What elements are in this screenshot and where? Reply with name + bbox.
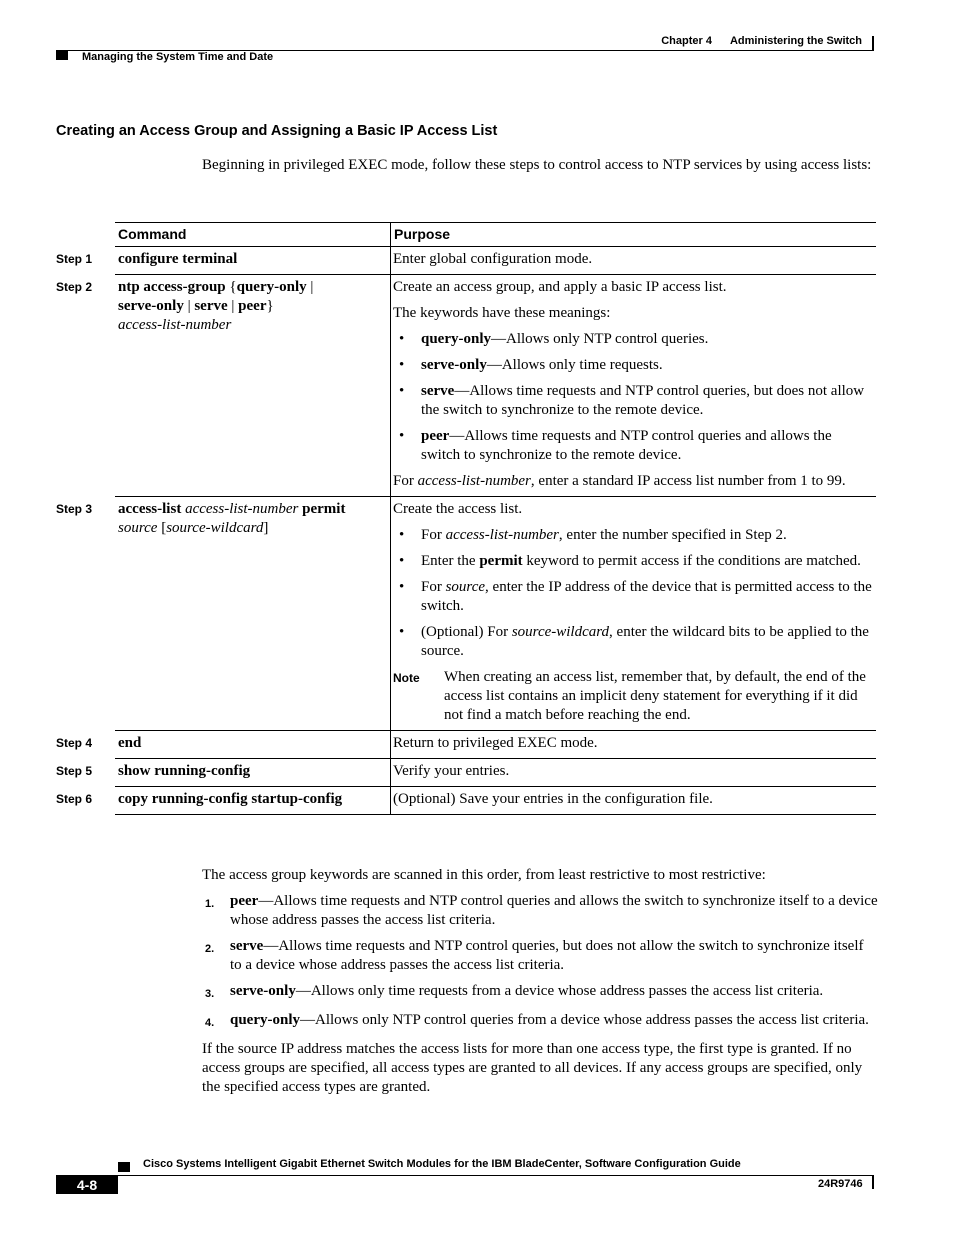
page-number: 4-8 (56, 1175, 118, 1194)
command-cell (115, 497, 391, 731)
purpose-cell: Verify your entries. (391, 759, 876, 787)
command-keyword: configure terminal (118, 251, 238, 267)
bullet-text: —Allows only NTP control queries. (491, 331, 709, 347)
running-header-right (661, 35, 862, 47)
separator: | (227, 298, 239, 314)
header-purpose: Purpose (394, 226, 451, 242)
bullet-item: • serve-only—Allows only time requests. (399, 357, 663, 373)
step-label: Step 2 (56, 280, 93, 294)
keyword: query-only (421, 331, 492, 347)
command-keyword: ntp access-group (118, 279, 226, 295)
table-row (56, 247, 876, 275)
command-cell (115, 247, 391, 275)
keyword: serve (421, 383, 455, 399)
table-row (56, 787, 876, 815)
purpose-cell: (Optional) Save your entries in the configuration file. (391, 787, 876, 815)
header-command: Command (115, 223, 391, 246)
command-keyword: serve-only (118, 298, 184, 314)
bullet-item: • (Optional) For source-wildcard, enter the wildcard bits to be applied to the source. (399, 624, 869, 659)
list-number: 1. (205, 898, 215, 910)
chapter-title: Administering the Switch (729, 35, 862, 47)
header-vertical-bar (872, 36, 874, 50)
note-label: Note (393, 671, 420, 685)
command-argument: access-list-number (185, 501, 299, 517)
purpose-cell: Enter global configuration mode. (391, 247, 876, 275)
step-label: Step 3 (56, 502, 93, 516)
footer-book-title: Cisco Systems Intelligent Gigabit Ethernet Switch Modules for the IBM BladeCenter, Software Configuration Guide (143, 1158, 741, 1170)
purpose-cell (391, 497, 876, 731)
bracket: [ (161, 520, 167, 536)
command-keyword: query-only (236, 279, 307, 295)
command-cell (115, 787, 391, 815)
table-header-row (115, 222, 876, 247)
bullet-item: • For source, enter the IP address of the device that is permitted access to the switch. (399, 579, 872, 614)
list-number: 3. (205, 988, 215, 1000)
purpose-text: For access-list-number, enter a standard IP access list number from 1 to 99. (393, 473, 846, 489)
section-title: Creating an Access Group and Assigning a Basic IP Access List (56, 123, 498, 139)
keyword: serve-only (230, 983, 296, 999)
separator: | (183, 298, 195, 314)
command-keyword: peer (238, 298, 267, 314)
list-text: —Allows only NTP control queries from a device whose address passes the access list criteria. (300, 1012, 869, 1028)
list-item (202, 1011, 878, 1033)
bullet-item: • peer—Allows time requests and NTP control queries and allows the switch to synchronize to the remote device. (399, 428, 832, 463)
command-keyword: access-list (118, 501, 182, 517)
list-number: 4. (205, 1017, 215, 1029)
keyword: peer (230, 893, 259, 909)
bullet-item: • For access-list-number, enter the number specified in Step 2. (399, 527, 787, 543)
table-row (56, 731, 876, 759)
keyword-order-section (202, 866, 878, 1104)
keyword: serve (230, 938, 264, 954)
header-block-marker (56, 51, 68, 60)
lead-paragraph: The access group keywords are scanned in this order, from least restrictive to most restrictive: (202, 867, 766, 883)
bullet-item: • serve—Allows time requests and NTP control queries, but does not allow the switch to synchronize to the remote device. (399, 383, 865, 418)
closing-paragraph: If the source IP address matches the access lists for more than one access type, the first type is granted. If no access groups are specified, all access types are granted to all devices. If any access groups are specified, only the specified access types are granted. (202, 1041, 863, 1095)
command-keyword: copy running-config startup-config (118, 791, 343, 807)
separator: | (306, 279, 314, 295)
bullet-text: —Allows time requests and NTP control queries, but does not allow the switch to synchronize to the remote device. (421, 383, 865, 418)
command-argument: source (118, 520, 158, 536)
bullet-text: —Allows only time requests. (486, 357, 663, 373)
table-row (56, 759, 876, 787)
keyword: query-only (230, 1012, 301, 1028)
table-row (56, 275, 876, 497)
chapter-number: Chapter 4 (661, 35, 712, 47)
bullet-item: • query-only—Allows only NTP control queries. (399, 331, 709, 347)
table-row (56, 497, 876, 731)
step-label: Step 4 (56, 736, 93, 750)
steps-table (56, 222, 876, 815)
command-argument: source-wildcard (166, 520, 264, 536)
list-number: 2. (205, 943, 215, 955)
list-item (202, 937, 878, 975)
step-label: Step 6 (56, 792, 93, 806)
purpose-cell: Return to privileged EXEC mode. (391, 731, 876, 759)
list-text: —Allows time requests and NTP control queries and allows the switch to synchronize itself to a device whose address passes the access list criteria. (230, 893, 878, 928)
note-block (393, 668, 873, 725)
list-item (202, 982, 878, 1004)
command-keyword: end (118, 735, 142, 751)
command-keyword: serve (194, 298, 228, 314)
running-header-section: Managing the System Time and Date (82, 51, 274, 63)
command-cell (115, 759, 391, 787)
brace: } (266, 298, 274, 314)
footer-block-marker (118, 1162, 130, 1172)
bullet-text: —Allows time requests and NTP control queries and allows the switch to synchronize to the remote device. (421, 428, 832, 463)
intro-paragraph: Beginning in privileged EXEC mode, follow these steps to control access to NTP services by using access lists: (202, 157, 872, 173)
purpose-text: Create an access group, and apply a basic IP access list. (393, 279, 727, 295)
command-argument: access-list-number (118, 317, 232, 333)
purpose-text: Create the access list. (393, 501, 523, 517)
keyword: peer (421, 428, 450, 444)
bracket: ] (263, 520, 269, 536)
step-label: Step 1 (56, 252, 93, 266)
purpose-cell (391, 275, 876, 497)
command-keyword: permit (302, 501, 346, 517)
command-cell (115, 275, 391, 497)
step-label: Step 5 (56, 764, 93, 778)
footer-rule (118, 1175, 874, 1176)
list-item (202, 892, 878, 930)
list-text: —Allows time requests and NTP control queries, but does not allow the switch to synchronize itself to a device whose address passes the access list criteria. (230, 938, 864, 973)
footer-vertical-bar (872, 1175, 874, 1189)
command-keyword: show running-config (118, 763, 251, 779)
list-text: —Allows only time requests from a device whose address passes the access list criteria. (295, 983, 824, 999)
note-text: When creating an access list, remember that, by default, the end of the access list contains an implicit deny statement for everything if it did not find a match before reaching the end. (444, 669, 866, 723)
bullet-item: • Enter the permit keyword to permit access if the conditions are matched. (399, 553, 861, 569)
command-cell (115, 731, 391, 759)
keyword: serve-only (421, 357, 487, 373)
purpose-text: The keywords have these meanings: (393, 305, 611, 321)
document-id: 24R9746 (818, 1178, 863, 1190)
brace: { (225, 279, 237, 295)
